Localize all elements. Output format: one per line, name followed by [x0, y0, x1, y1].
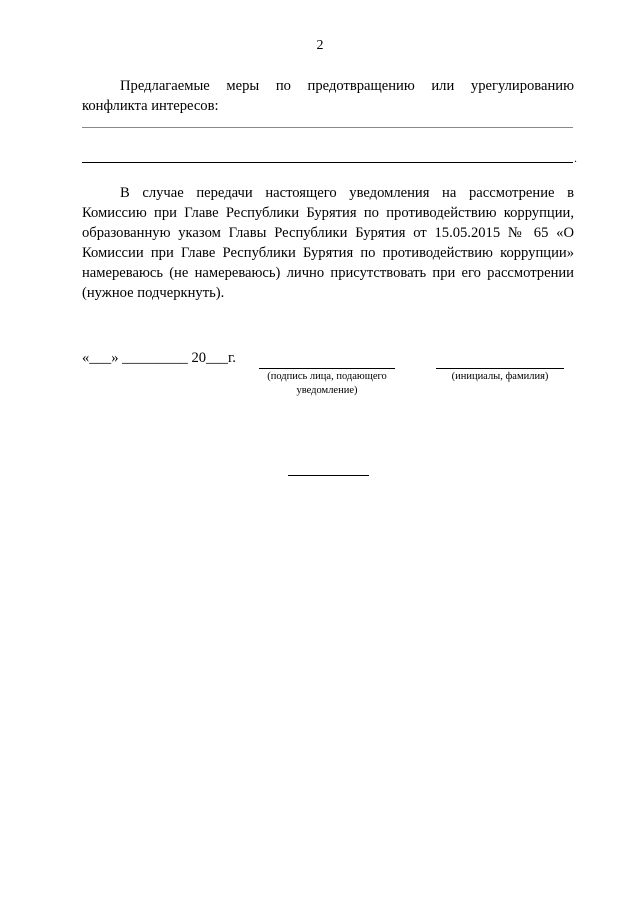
date-line: «___» _________ 20___г. [82, 350, 236, 366]
fill-in-line-terminator: . [574, 151, 577, 165]
name-caption: (инициалы, фамилия) [451, 371, 549, 382]
name-line [436, 368, 564, 369]
fill-in-line-1 [82, 127, 573, 128]
signature-caption: (подпись лица, подающего уведомление) [267, 371, 387, 396]
fill-in-line-2 [82, 162, 573, 163]
proposed-measures-paragraph: Предлагаемые меры по предотвращению или урегулированию конфликта интересов: [82, 78, 574, 114]
signature-line [259, 368, 395, 369]
commission-attendance-paragraph: В случае передачи настоящего уведомления на рассмотрение в Комиссию при Главе Республики Бурятия по противодействию коррупции, образованную указом Главы Республики Бурятия от 15.05.2015 № 65 «О Комиссии при Главе Республики Бурятия по противодействию коррупции» намереваюсь (не намереваюсь) лично присутствовать при его рассмотрении (нужное подчеркнуть). [82, 185, 574, 301]
page-number: 2 [316, 38, 324, 53]
document-end-rule [288, 475, 369, 476]
